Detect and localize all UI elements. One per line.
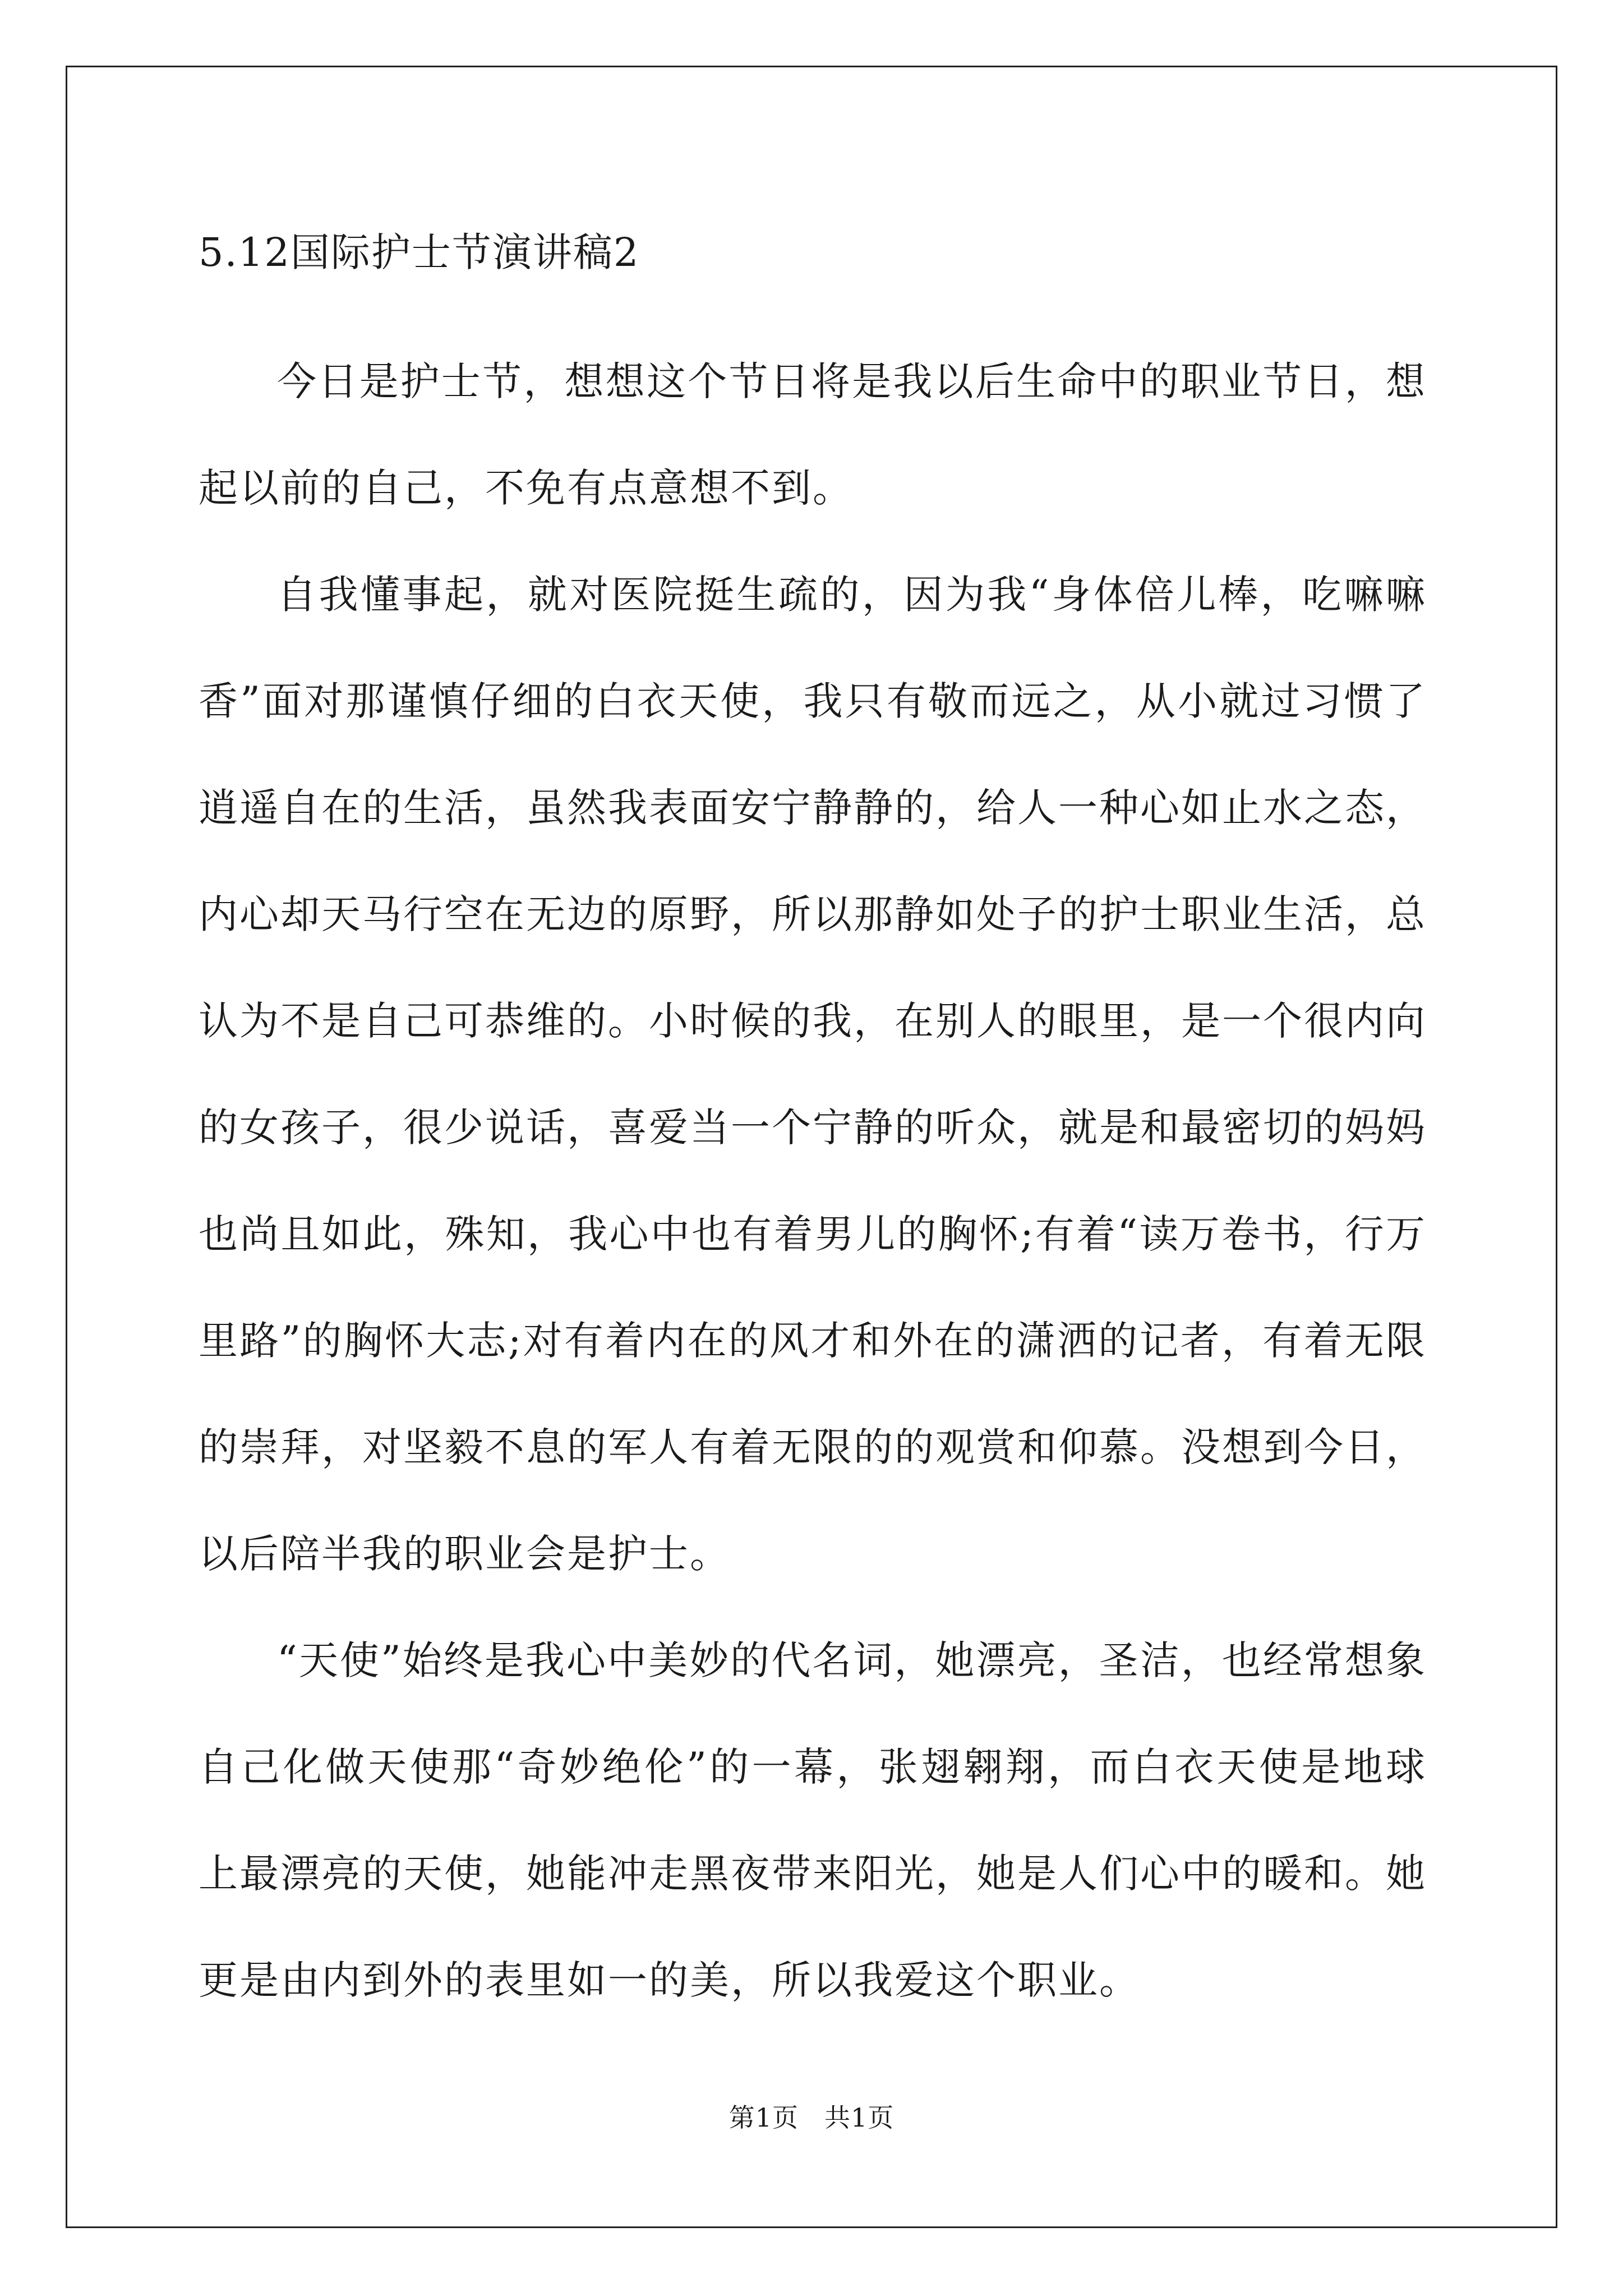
page-number: 第1页 bbox=[728, 2102, 799, 2133]
page-footer bbox=[0, 2101, 1623, 2134]
paragraph-2: 自我懂事起，就对医院挺生疏的，因为我“身体倍儿棒，吃嘛嘛香”面对那谨慎仔细的白衣天使，我只有敬而远之，从小就过习惯了逍遥自在的生活，虽然我表面安宁静静的，给人一种心如止水之态，内心却天马行空在无边的原野，所以那静如处子的护士职业生活，总认为不是自己可恭维的。小时候的我，在别人的眼里，是一个很内向的女孩子，很少说话，喜爱当一个宁静的听众，就是和最密切的妈妈也尚且如此，殊知，我心中也有着男儿的胸怀;有着“读万卷书，行万里路”的胸怀大志;对有着内在的风才和外在的潇洒的记者，有着无限的崇拜，对坚毅不息的军人有着无限的的观赏和仰慕。没想到今日，以后陪半我的职业会是护士。 bbox=[199, 572, 1427, 1577]
document-body bbox=[199, 219, 1427, 2033]
paragraph-3: “天使”始终是我心中美妙的代名词，她漂亮，圣洁，也经常想象自己化做天使那“奇妙绝伦”的一幕，张翅翱翔，而白衣天使是地球上最漂亮的天使，她能冲走黑夜带来阳光，她是人们心中的暖和。她更是由内到外的表里如一的美，所以我爱这个职业。 bbox=[199, 1637, 1427, 2003]
document-title: 5.12国际护士节演讲稿2 bbox=[199, 229, 640, 275]
paragraph-1: 今日是护士节，想想这个节日将是我以后生命中的职业节日，想起以前的自己，不免有点意想不到。 bbox=[199, 358, 1427, 511]
page-total: 共1页 bbox=[824, 2102, 895, 2133]
